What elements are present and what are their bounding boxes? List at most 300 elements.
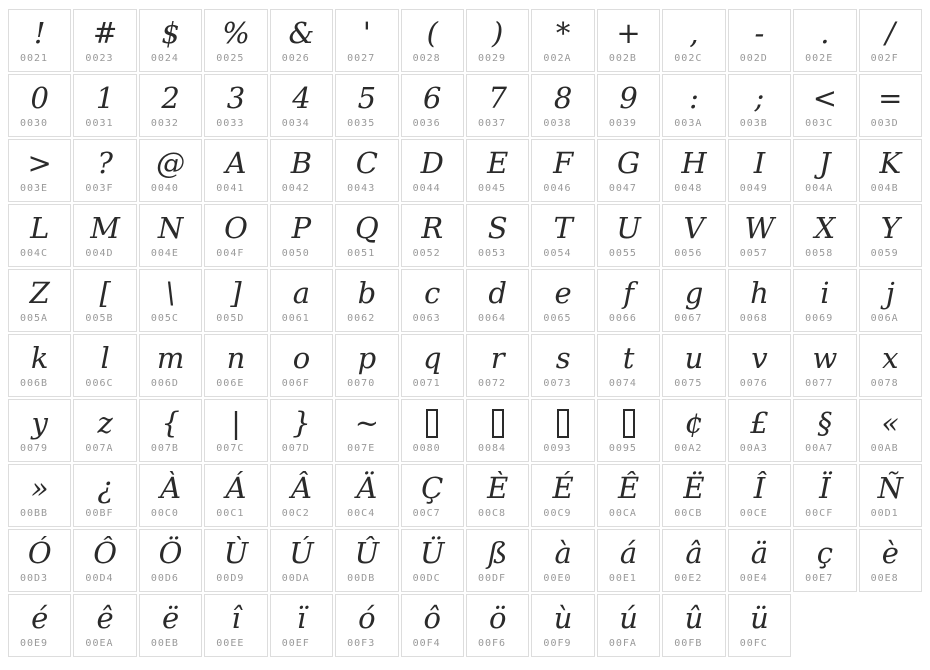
glyph: S <box>487 210 508 245</box>
glyph: x <box>882 340 899 375</box>
glyph-cell <box>8 74 71 137</box>
unicode-code-label: 005B <box>85 313 114 324</box>
glyph: j <box>885 275 895 310</box>
unicode-code-label: 00CA <box>608 508 637 519</box>
unicode-code-label: 006D <box>150 378 179 389</box>
glyph-cell <box>204 139 267 202</box>
unicode-code-label: 00C7 <box>412 508 441 519</box>
unicode-code-label: 0084 <box>477 443 507 454</box>
unicode-code-label: 004C <box>20 248 49 259</box>
glyph-cell <box>73 464 136 527</box>
notdef-box-glyph <box>492 409 504 438</box>
glyph: $ <box>161 15 180 50</box>
glyph: Ï <box>819 470 831 505</box>
glyph: è <box>881 535 899 570</box>
unicode-code-label: 00C2 <box>281 508 310 519</box>
unicode-code-label: 0043 <box>347 183 376 194</box>
glyph-cell <box>728 464 791 527</box>
glyph: Ñ <box>877 470 903 505</box>
unicode-code-label: 0025 <box>216 53 245 64</box>
unicode-code-label: 0071 <box>412 378 441 389</box>
glyph-cell <box>662 74 725 137</box>
glyph-cell <box>793 464 856 527</box>
glyph: t <box>622 340 635 375</box>
glyph: m <box>156 340 185 375</box>
glyph: h <box>750 275 769 310</box>
glyph: Y <box>880 210 900 245</box>
glyph: ] <box>230 275 242 310</box>
unicode-code-label: 0035 <box>347 118 376 129</box>
glyph: 4 <box>292 80 311 115</box>
unicode-code-label: 0029 <box>477 53 507 64</box>
unicode-code-label: 0066 <box>608 313 637 324</box>
glyph: ô <box>423 600 441 635</box>
glyph-cell <box>335 399 398 462</box>
glyph-cell <box>728 269 791 332</box>
unicode-code-label: 0064 <box>477 313 507 324</box>
unicode-code-label: 00E1 <box>608 573 637 584</box>
glyph-cell <box>8 139 71 202</box>
unicode-code-label: 0050 <box>281 248 310 259</box>
glyph: [ <box>99 275 111 310</box>
glyph: # <box>92 15 118 50</box>
glyph: V <box>683 210 705 245</box>
glyph-cell <box>597 269 660 332</box>
glyph: K <box>879 145 902 180</box>
glyph: D <box>420 145 444 180</box>
unicode-code-label: 0056 <box>674 248 703 259</box>
notdef-glyph <box>467 402 528 444</box>
unicode-code-label: 00D3 <box>20 573 49 584</box>
glyph: á <box>619 535 638 570</box>
glyph: , <box>689 15 699 50</box>
unicode-code-label: 0063 <box>412 313 441 324</box>
glyph-cell <box>531 139 594 202</box>
glyph-cell <box>793 529 856 592</box>
glyph: y <box>31 405 48 440</box>
glyph: ß <box>488 535 508 570</box>
glyph: 0 <box>30 80 49 115</box>
glyph: g <box>684 275 704 310</box>
glyph-cell <box>270 74 333 137</box>
glyph: E <box>487 145 509 180</box>
unicode-code-label: 00F9 <box>543 638 572 649</box>
glyph-cell <box>73 139 136 202</box>
glyph-cell <box>270 139 333 202</box>
unicode-code-label: 003D <box>870 118 899 129</box>
glyph-cell <box>139 399 202 462</box>
unicode-code-label: 0045 <box>477 183 507 194</box>
glyph-cell <box>466 9 529 72</box>
unicode-code-label: 0041 <box>216 183 245 194</box>
unicode-code-label: 00FB <box>674 638 703 649</box>
glyph-cell <box>8 9 71 72</box>
unicode-code-label: 004E <box>150 248 179 259</box>
unicode-code-label: 007B <box>150 443 179 454</box>
glyph-cell <box>204 74 267 137</box>
unicode-code-label: 0079 <box>20 443 49 454</box>
unicode-code-label: 0057 <box>739 248 768 259</box>
glyph-cell <box>335 594 398 657</box>
glyph-cell <box>335 9 398 72</box>
glyph-cell <box>662 204 725 267</box>
notdef-glyph <box>532 402 593 444</box>
unicode-code-label: 004A <box>805 183 834 194</box>
glyph-cell <box>531 269 594 332</box>
glyph-cell <box>139 334 202 397</box>
glyph-cell <box>335 529 398 592</box>
glyph: C <box>355 145 378 180</box>
unicode-code-label: 0046 <box>543 183 572 194</box>
glyph-cell <box>270 529 333 592</box>
glyph-cell <box>728 9 791 72</box>
glyph: Â <box>290 470 312 505</box>
unicode-code-label: 00C1 <box>216 508 245 519</box>
glyph-cell <box>401 334 464 397</box>
glyph-cell <box>335 269 398 332</box>
glyph-cell <box>728 594 791 657</box>
glyph-cell <box>139 204 202 267</box>
glyph-cell <box>531 399 594 462</box>
glyph-cell <box>531 594 594 657</box>
unicode-code-label: 00E2 <box>674 573 703 584</box>
unicode-code-label: 002F <box>870 53 899 64</box>
glyph-cell <box>204 334 267 397</box>
glyph-cell <box>466 529 529 592</box>
glyph-cell <box>662 399 725 462</box>
unicode-code-label: 0075 <box>674 378 703 389</box>
glyph-cell <box>335 334 398 397</box>
glyph-cell <box>335 204 398 267</box>
unicode-code-label: 006C <box>85 378 114 389</box>
glyph: U <box>616 210 641 245</box>
unicode-code-label: 006B <box>20 378 49 389</box>
glyph: r <box>490 340 505 375</box>
unicode-code-label: 00EA <box>85 638 114 649</box>
unicode-code-label: 00F3 <box>347 638 376 649</box>
unicode-code-label: 0093 <box>543 443 572 454</box>
unicode-code-label: 0033 <box>216 118 245 129</box>
glyph-cell <box>335 139 398 202</box>
unicode-code-label: 00BF <box>85 508 114 519</box>
glyph: » <box>30 470 49 505</box>
glyph: Z <box>29 275 50 310</box>
unicode-code-label: 0023 <box>85 53 114 64</box>
notdef-glyph <box>598 402 659 444</box>
glyph-cell <box>597 464 660 527</box>
unicode-code-label: 004D <box>85 248 114 259</box>
glyph: 1 <box>95 80 115 115</box>
glyph-cell <box>73 529 136 592</box>
unicode-code-label: 005C <box>150 313 179 324</box>
glyph-cell <box>466 139 529 202</box>
glyph-cell <box>401 399 464 462</box>
glyph: . <box>820 15 830 50</box>
glyph-cell <box>401 74 464 137</box>
unicode-code-label: 005D <box>216 313 245 324</box>
glyph: f <box>623 275 634 310</box>
glyph-cell <box>204 204 267 267</box>
unicode-code-label: 0042 <box>281 183 310 194</box>
glyph-cell <box>270 399 333 462</box>
glyph: / <box>885 15 896 50</box>
glyph-cell <box>8 204 71 267</box>
glyph-cell <box>73 594 136 657</box>
glyph: d <box>488 275 507 310</box>
glyph-cell <box>531 74 594 137</box>
unicode-code-label: 00FC <box>739 638 768 649</box>
glyph-cell <box>597 399 660 462</box>
unicode-code-label: 00A3 <box>739 443 768 454</box>
unicode-code-label: 0052 <box>412 248 441 259</box>
glyph: Û <box>354 535 380 570</box>
unicode-code-label: 002C <box>674 53 703 64</box>
glyph: - <box>754 15 765 50</box>
glyph: Ù <box>223 535 249 570</box>
glyph-cell <box>662 269 725 332</box>
glyph-cell <box>859 269 922 332</box>
glyph-cell <box>597 594 660 657</box>
unicode-code-label: 0038 <box>543 118 572 129</box>
glyph: É <box>552 470 574 505</box>
glyph: I <box>753 145 766 180</box>
glyph: H <box>681 145 707 180</box>
glyph: 5 <box>357 80 377 115</box>
glyph-cell <box>139 529 202 592</box>
glyph-cell <box>8 399 71 462</box>
unicode-code-label: 00FA <box>608 638 637 649</box>
glyph-cell <box>270 9 333 72</box>
glyph: Ö <box>158 535 183 570</box>
unicode-code-label: 00BB <box>20 508 49 519</box>
glyph-cell <box>859 334 922 397</box>
unicode-code-label: 007C <box>216 443 245 454</box>
glyph-cell <box>728 399 791 462</box>
glyph-cell <box>597 139 660 202</box>
notdef-box-glyph <box>426 409 438 438</box>
glyph: ¢ <box>684 405 704 440</box>
glyph-cell <box>270 464 333 527</box>
unicode-code-label: 0024 <box>150 53 179 64</box>
glyph: X <box>814 210 836 245</box>
glyph: o <box>292 340 311 375</box>
unicode-code-label: 0051 <box>347 248 376 259</box>
unicode-code-label: 00DF <box>477 573 507 584</box>
glyph: O <box>224 210 248 245</box>
glyph: 8 <box>553 80 573 115</box>
unicode-code-label: 0053 <box>477 248 507 259</box>
unicode-code-label: 003A <box>674 118 703 129</box>
unicode-code-label: 0062 <box>347 313 376 324</box>
glyph: û <box>684 600 704 635</box>
unicode-code-label: 0069 <box>805 313 834 324</box>
unicode-code-label: 00EE <box>216 638 245 649</box>
glyph-cell <box>662 529 725 592</box>
unicode-code-label: 00DB <box>347 573 376 584</box>
unicode-code-label: 005A <box>20 313 49 324</box>
glyph: + <box>616 15 641 50</box>
unicode-code-label: 0047 <box>608 183 637 194</box>
glyph: G <box>616 145 641 180</box>
glyph: 3 <box>226 80 246 115</box>
glyph: & <box>288 15 315 50</box>
glyph: ä <box>750 535 769 570</box>
glyph-cell <box>139 269 202 332</box>
glyph: M <box>90 210 120 245</box>
glyph-cell <box>793 399 856 462</box>
glyph: Ú <box>289 535 314 570</box>
unicode-code-label: 00EF <box>281 638 310 649</box>
unicode-code-label: 00E7 <box>805 573 834 584</box>
glyph-cell <box>466 269 529 332</box>
glyph-cell <box>204 529 267 592</box>
unicode-code-label: 0070 <box>347 378 376 389</box>
glyph: ù <box>553 600 573 635</box>
glyph: s <box>555 340 571 375</box>
glyph: : <box>689 80 699 115</box>
glyph-cell <box>597 334 660 397</box>
unicode-code-label: 0049 <box>739 183 768 194</box>
unicode-code-label: 007A <box>85 443 114 454</box>
glyph-cell <box>728 334 791 397</box>
glyph-cell <box>531 334 594 397</box>
unicode-code-label: 00CF <box>805 508 834 519</box>
glyph-cell <box>859 529 922 592</box>
glyph: ) <box>492 15 504 50</box>
glyph-cell <box>270 594 333 657</box>
unicode-code-label: 0044 <box>412 183 441 194</box>
glyph-cell <box>859 399 922 462</box>
unicode-code-label: 0027 <box>347 53 376 64</box>
unicode-code-label: 003C <box>805 118 834 129</box>
unicode-code-label: 006E <box>216 378 245 389</box>
glyph-cell <box>466 334 529 397</box>
glyph-cell <box>728 139 791 202</box>
unicode-code-label: 0078 <box>870 378 899 389</box>
unicode-code-label: 0031 <box>85 118 114 129</box>
unicode-code-label: 004B <box>870 183 899 194</box>
unicode-code-label: 003E <box>20 183 49 194</box>
unicode-code-label: 0061 <box>281 313 310 324</box>
glyph-cell <box>597 529 660 592</box>
unicode-code-label: 00A2 <box>674 443 703 454</box>
glyph-cell <box>531 9 594 72</box>
unicode-code-label: 0058 <box>805 248 834 259</box>
glyph: A <box>225 145 247 180</box>
glyph-cell <box>662 9 725 72</box>
glyph-cell <box>8 529 71 592</box>
glyph: ú <box>619 600 638 635</box>
glyph: = <box>878 80 903 115</box>
unicode-code-label: 0032 <box>150 118 179 129</box>
glyph: ' <box>362 15 371 50</box>
glyph: § <box>817 405 833 440</box>
unicode-code-label: 00EB <box>150 638 179 649</box>
glyph: T <box>553 210 573 245</box>
glyph: Ü <box>420 535 445 570</box>
glyph: > <box>27 145 52 180</box>
unicode-code-label: 00E4 <box>739 573 768 584</box>
glyph-cell <box>401 594 464 657</box>
glyph: c <box>424 275 441 310</box>
glyph: u <box>684 340 704 375</box>
glyph-cell <box>73 399 136 462</box>
unicode-code-label: 003F <box>85 183 114 194</box>
glyph-cell <box>662 594 725 657</box>
glyph: F <box>553 145 574 180</box>
glyph-cell <box>73 334 136 397</box>
glyph: ü <box>750 600 769 635</box>
glyph: N <box>157 210 184 245</box>
glyph: Ó <box>27 535 52 570</box>
glyph-cell <box>793 334 856 397</box>
glyph-cell <box>204 399 267 462</box>
glyph: k <box>30 340 49 375</box>
glyph: â <box>685 535 703 570</box>
glyph: ê <box>96 600 114 635</box>
glyph: Ä <box>356 470 378 505</box>
glyph: % <box>222 15 250 50</box>
glyph-cell <box>139 464 202 527</box>
unicode-code-label: 0095 <box>608 443 637 454</box>
glyph: À <box>160 470 182 505</box>
glyph: 7 <box>488 80 507 115</box>
glyph: { <box>161 405 180 440</box>
glyph: « <box>881 405 900 440</box>
unicode-code-label: 007D <box>281 443 310 454</box>
glyph-cell <box>793 9 856 72</box>
unicode-code-label: 0065 <box>543 313 572 324</box>
glyph: é <box>31 600 49 635</box>
unicode-code-label: 00E0 <box>543 573 572 584</box>
glyph: i <box>820 275 830 310</box>
glyph: v <box>751 340 768 375</box>
glyph: < <box>812 80 837 115</box>
glyph-cell <box>597 9 660 72</box>
glyph-cell <box>401 529 464 592</box>
glyph: ! <box>33 15 46 50</box>
notdef-box-glyph <box>623 409 635 438</box>
glyph-cell <box>270 269 333 332</box>
unicode-code-label: 002D <box>739 53 768 64</box>
unicode-code-label: 00CE <box>739 508 768 519</box>
glyph-cell <box>728 529 791 592</box>
glyph-cell <box>859 204 922 267</box>
glyph: z <box>97 405 113 440</box>
glyph-cell <box>139 139 202 202</box>
glyph-cell <box>8 334 71 397</box>
glyph: ( <box>426 15 438 50</box>
unicode-code-label: 0072 <box>477 378 507 389</box>
unicode-code-label: 00C8 <box>477 508 507 519</box>
unicode-code-label: 00D9 <box>216 573 245 584</box>
glyph-cell <box>401 139 464 202</box>
unicode-code-label: 0076 <box>739 378 768 389</box>
glyph: Á <box>225 470 247 505</box>
unicode-code-label: 00DC <box>412 573 441 584</box>
unicode-code-label: 003B <box>739 118 768 129</box>
glyph: R <box>421 210 444 245</box>
glyph: b <box>357 275 377 310</box>
glyph-cell <box>401 204 464 267</box>
glyph: l <box>100 340 110 375</box>
glyph: ~ <box>354 405 379 440</box>
unicode-code-label: 002B <box>608 53 637 64</box>
unicode-code-label: 0021 <box>20 53 49 64</box>
unicode-code-label: 0037 <box>477 118 507 129</box>
glyph-cell <box>270 334 333 397</box>
unicode-code-label: 00F4 <box>412 638 441 649</box>
